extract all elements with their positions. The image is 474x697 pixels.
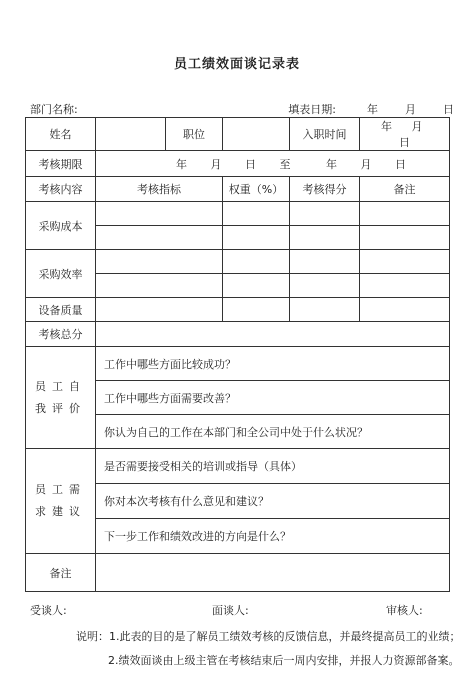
total-label: 考核总分 xyxy=(26,322,96,347)
remark-header: 备注 xyxy=(360,177,450,202)
cost-weight-1[interactable] xyxy=(223,202,290,226)
cost-remark-1[interactable] xyxy=(360,202,450,226)
date-day: 日 xyxy=(443,103,454,116)
need-question-1: 是否需要接受相关的培训或指导（具体） xyxy=(96,449,450,484)
equip-indicator[interactable] xyxy=(96,298,223,322)
hire-month: 月 xyxy=(411,120,423,133)
self-question-3: 你认为自己的工作在本部门和全公司中处于什么状况？ xyxy=(96,415,450,449)
eff-indicator-1[interactable] xyxy=(96,250,223,274)
indicator-header: 考核指标 xyxy=(96,177,223,202)
hire-date-label: 入职时间 xyxy=(290,118,360,151)
eff-score-1[interactable] xyxy=(290,250,360,274)
period-start-month: 月 xyxy=(210,157,222,171)
period-field[interactable] xyxy=(96,151,450,177)
need-question-3: 下一步工作和绩效改进的方向是什么？ xyxy=(96,519,450,554)
interviewer-label: 面谈人: xyxy=(212,604,249,617)
eff-score-2[interactable] xyxy=(290,274,360,298)
hire-year: 年 xyxy=(381,120,392,133)
date-year: 年 xyxy=(367,103,378,116)
cost-indicator-2[interactable] xyxy=(96,226,223,250)
cost-score-1[interactable] xyxy=(290,202,360,226)
self-question-1: 工作中哪些方面比较成功？ xyxy=(96,347,450,381)
period-end-day: 日 xyxy=(395,157,406,171)
score-header: 考核得分 xyxy=(290,177,360,202)
row-label-equipment: 设备质量 xyxy=(26,298,96,322)
equip-remark[interactable] xyxy=(360,298,450,322)
cost-weight-2[interactable] xyxy=(223,226,290,250)
period-end-month: 月 xyxy=(360,157,372,171)
department-label: 部门名称: xyxy=(30,103,78,116)
period-start-year: 年 xyxy=(176,157,187,171)
interview-record-table xyxy=(25,117,450,592)
name-field[interactable] xyxy=(96,118,166,151)
eff-remark-1[interactable] xyxy=(360,250,450,274)
name-label: 姓名 xyxy=(26,118,96,151)
content-header: 考核内容 xyxy=(26,177,96,202)
eff-weight-2[interactable] xyxy=(223,274,290,298)
bottom-remark-label: 备注 xyxy=(26,554,96,592)
period-end-year: 年 xyxy=(326,157,337,171)
need-question-2: 你对本次考核有什么意见和建议？ xyxy=(96,484,450,519)
reviewer-label: 审核人: xyxy=(386,604,423,617)
date-label: 填表日期: xyxy=(288,103,336,116)
position-label: 职位 xyxy=(166,118,223,151)
total-field[interactable] xyxy=(96,322,450,347)
needs-label: 员工需求建议 xyxy=(26,449,96,554)
row-label-efficiency: 采购效率 xyxy=(26,250,96,298)
hire-date-field[interactable] xyxy=(360,118,450,151)
period-label: 考核期限 xyxy=(26,151,96,177)
date-month: 月 xyxy=(405,103,416,116)
fill-date xyxy=(288,101,454,117)
hire-day: 日 xyxy=(399,136,410,149)
cost-score-2[interactable] xyxy=(290,226,360,250)
period-start-day: 日 xyxy=(245,157,256,171)
weight-header: 权重（%） xyxy=(223,177,290,202)
self-eval-label: 员工自我评价 xyxy=(26,347,96,449)
note-2: 2.绩效面谈由上级主管在考核结束后一周内安排，并报人力资源部备案。 xyxy=(108,654,460,667)
period-to: 至 xyxy=(279,157,291,171)
cost-indicator-1[interactable] xyxy=(96,202,223,226)
eff-weight-1[interactable] xyxy=(223,250,290,274)
equip-weight[interactable] xyxy=(223,298,290,322)
page-title: 员工绩效面谈记录表 xyxy=(173,57,300,72)
row-label-cost: 采购成本 xyxy=(26,202,96,250)
bottom-remark-field[interactable] xyxy=(96,554,450,592)
note-1: 说明：1.此表的目的是了解员工绩效考核的反馈信息，并最终提高员工的业绩； xyxy=(76,630,461,643)
position-field[interactable] xyxy=(223,118,290,151)
eff-remark-2[interactable] xyxy=(360,274,450,298)
equip-score[interactable] xyxy=(290,298,360,322)
cost-remark-2[interactable] xyxy=(360,226,450,250)
eff-indicator-2[interactable] xyxy=(96,274,223,298)
self-question-2: 工作中哪些方面需要改善？ xyxy=(96,381,450,415)
interviewee-label: 受谈人: xyxy=(30,604,67,617)
